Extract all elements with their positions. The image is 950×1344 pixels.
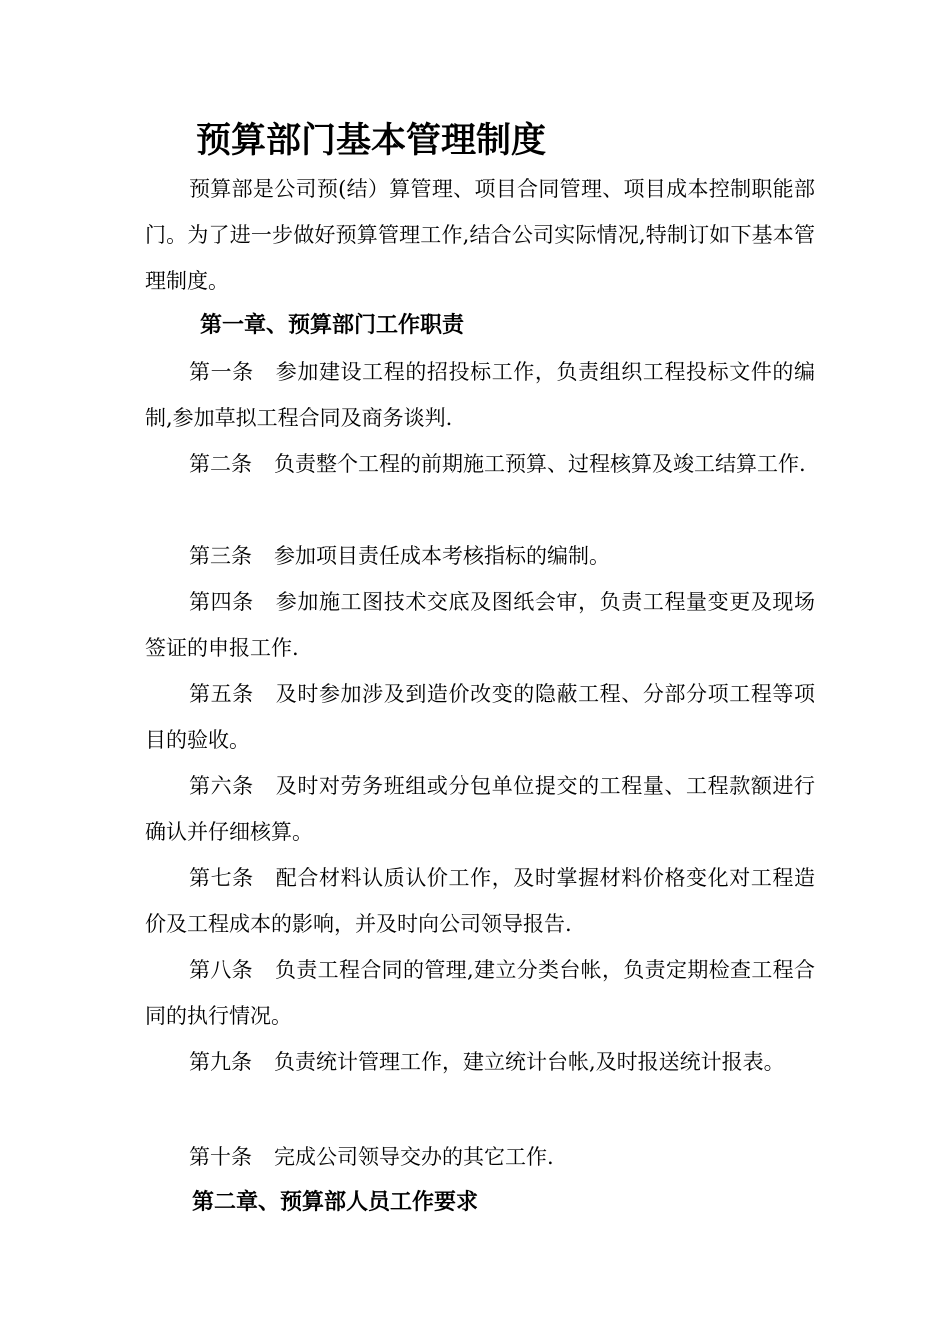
article-8 (145, 947, 815, 1039)
article-text: 负责工程合同的管理,建立分类台帐，负责定期检查工程合同的执行情况。 (145, 958, 815, 1028)
article-text: 参加建设工程的招投标工作，负责组织工程投标文件的编制,参加草拟工程合同及商务谈判. (145, 360, 816, 430)
article-text: 配合材料认质认价工作，及时掌握材料价格变化对工程造价及工程成本的影响，并及时向公司领导报告. (145, 866, 816, 936)
article-5 (145, 671, 815, 763)
article-number: 第四条 (189, 590, 254, 614)
article-9 (145, 1039, 815, 1085)
article-text: 参加施工图技术交底及图纸会审，负责工程量变更及现场签证的申报工作. (145, 590, 816, 660)
article-number: 第五条 (189, 682, 254, 706)
article-4 (145, 579, 815, 671)
article-number: 第六条 (189, 774, 254, 798)
article-3 (145, 533, 815, 579)
article-text: 负责统计管理工作，建立统计台帐,及时报送统计报表。 (274, 1050, 785, 1074)
article-6 (145, 763, 815, 855)
article-number: 第三条 (189, 544, 252, 568)
article-1 (145, 349, 815, 441)
intro-paragraph: 预算部是公司预(结）算管理、项目合同管理、项目成本控制职能部门。为了进一步做好预算管理工作,结合公司实际情况,特制订如下基本管理制度。 (145, 177, 815, 293)
article-10 (145, 1134, 815, 1180)
article-2 (145, 441, 815, 487)
article-text: 及时对劳务班组或分包单位提交的工程量、工程款额进行确认并仔细核算。 (145, 774, 816, 844)
article-7 (145, 855, 815, 947)
article-number: 第十条 (189, 1145, 252, 1169)
chapter-1-heading: 第一章、预算部门工作职责 (200, 313, 465, 338)
document-title: 预算部门基本管理制度 (196, 121, 547, 161)
article-text: 参加项目责任成本考核指标的编制。 (274, 544, 610, 568)
article-text: 负责整个工程的前期施工预算、过程核算及竣工结算工作. (274, 452, 806, 476)
article-number: 第一条 (189, 360, 254, 384)
article-number: 第九条 (189, 1050, 252, 1074)
article-number: 第七条 (189, 866, 254, 890)
article-text: 完成公司领导交办的其它工作. (274, 1145, 554, 1169)
article-number: 第二条 (189, 452, 252, 476)
chapter-2-heading: 第二章、预算部人员工作要求 (192, 1190, 479, 1215)
article-number: 第八条 (189, 958, 253, 982)
article-text: 及时参加涉及到造价改变的隐蔽工程、分部分项工程等项目的验收。 (145, 682, 816, 752)
